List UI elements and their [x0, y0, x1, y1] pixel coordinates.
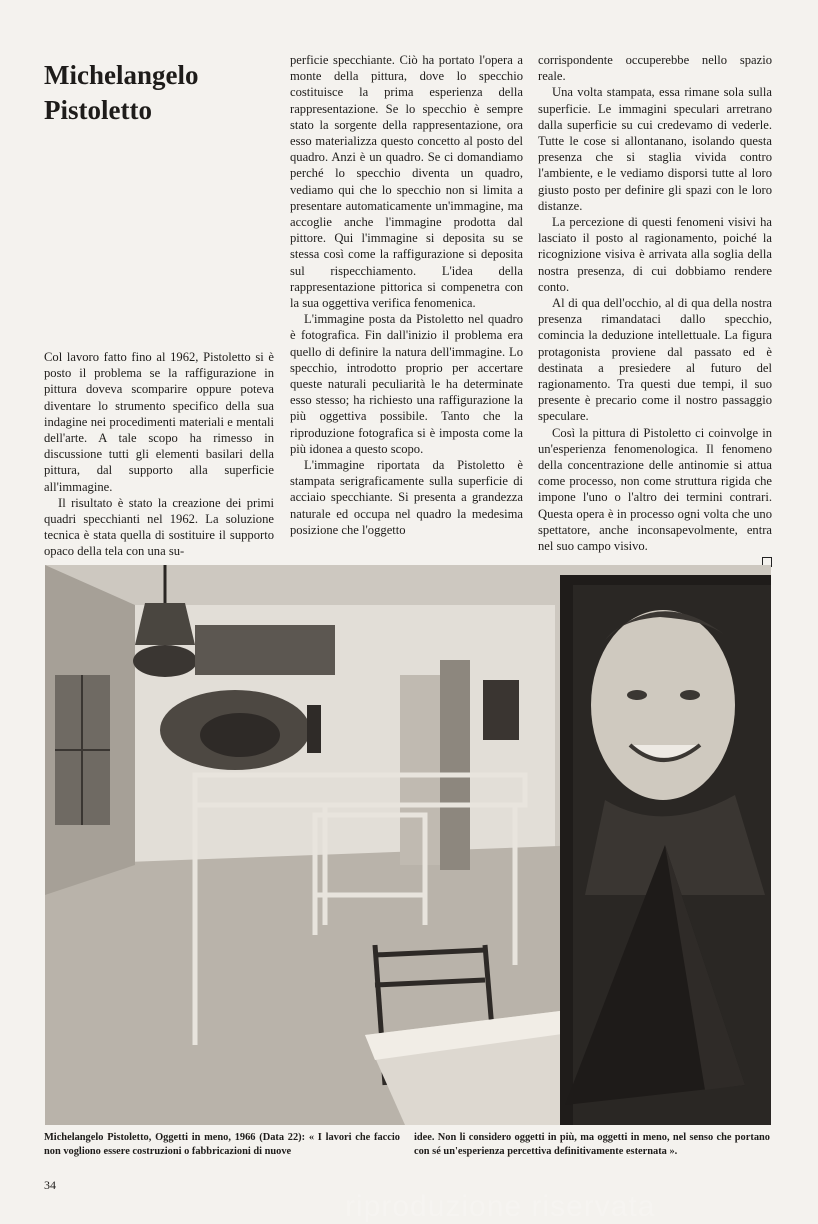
- photo-caption-right: idee. Non li considero oggetti in più, ma oggetti in meno, nel senso che portano con sé un'esperienza percettiva definitivamente esternata ».: [414, 1132, 770, 1157]
- paragraph: La percezione di questi fenomeni visivi ha lasciato il posto al ragionamento, poiché la ricognizione visiva è arrivata alla soglia della nostra presenza, di cui dobbiamo rendere conto.: [538, 215, 772, 294]
- paragraph: Una volta stampata, essa rimane sola sulla superficie. Le immagini speculari arretrano dalla superficie su cui credevamo di vederle. Tutte le cose si allontanano, isolando questa presenza che si staglia vivida contro l'ambiente, e le vediamo disporsi tutte al loro giusto posto per definire gli spazi con le loro distanze.: [538, 85, 772, 213]
- paragraph: L'immagine posta da Pistoletto nel quadro è fotografica. Fin dall'inizio il problema era quello di definire la natura dell'immagine. Lo specchio, introdotto proprio per accertare queste naturali peculiarità le ha determinate esso stesso; ha richiesto una raffigurazione la più oggettiva possibile. Tanto che la riproduzione fotografica si è imposta come la più idonea a questo scopo.: [290, 312, 523, 456]
- paragraph: Al di qua dell'occhio, al di qua della nostra presenza rimandataci dallo specchio, comincia la deduzione intellettuale. La figura protagonista proviene dal passato ed è destinata a presiedere al futuro del ragionamento. Tra questi due tempi, il suo presente è precario come il nostro passaggio speculare.: [538, 296, 772, 424]
- paragraph: Col lavoro fatto fino al 1962, Pistoletto si è posto il problema se la raffigurazione in pittura doveva scomparire oppure poteva diventare lo strumento specifico della sua indagine nei procedimenti materiali e mentali dell'arte. A tale scopo ha rimesso in discussione tutti gli elementi basilari della pittura, dal supporto alla superficie all'immagine.: [44, 350, 274, 494]
- installation-photo-drawing: [45, 565, 771, 1125]
- text-column-1: [44, 349, 274, 560]
- photo-caption-left: Michelangelo Pistoletto, Oggetti in meno, 1966 (Data 22): « I lavori che faccio non vogliono essere costruzioni o fabbricazioni di nuove: [44, 1132, 400, 1157]
- text-column-3: [538, 52, 772, 567]
- paragraph: Il risultato è stato la creazione dei primi quadri specchianti nel 1962. La soluzione tecnica è stata quella di sostituire il supporto opaco della tela con una su-: [44, 495, 274, 559]
- page-number: 34: [44, 1178, 56, 1192]
- watermark-text: riproduzione riservata: [345, 1190, 656, 1223]
- paragraph: perficie specchiante. Ciò ha portato l'opera a monte della pittura, dove lo specchio costituisce la prima esperienza della rappresentazione. Se lo specchio è sempre stato la sorgente della rappresentazione, ora esso materializza questo concetto al posto del quadro. Anzi è un quadro. Se ci domandiamo perché lo specchio diventa un quadro, vediamo qui che lo specchio non si limita a presentare automaticamente un'immagine, ma accoglie anche l'immagine prodotta dal pittore. Qui l'immagine si deposita su se stessa così come la raffigurazione si deposita sul rispecchiamento. L'idea della rappresentazione pittorica si compenetra con la sua oggettiva verifica fenomenica.: [290, 53, 523, 311]
- paragraph: L'immagine riportata da Pistoletto è stampata serigraficamente sulla superficie di acciaio specchiante. Si presenta a grandezza naturale ed occupa nel quadro la medesima posizione che l'oggetto: [290, 458, 523, 537]
- paragraph: corrispondente occuperebbe nello spazio reale.: [538, 53, 772, 84]
- text-column-2: [290, 52, 523, 538]
- article-title: Michelangelo Pistoletto: [44, 60, 199, 125]
- paragraph: Così la pittura di Pistoletto ci coinvolge in un'esperienza fenomenologica. Il fenomeno della concentrazione delle antinomie si attua come processo, non come struttura rigida che impone l'uno o l'altro dei termini contrari. Questa opera è in processo ogni volta che uno spettatore, anche inconsapevolmente, entra nel suo campo visivo.: [538, 425, 772, 554]
